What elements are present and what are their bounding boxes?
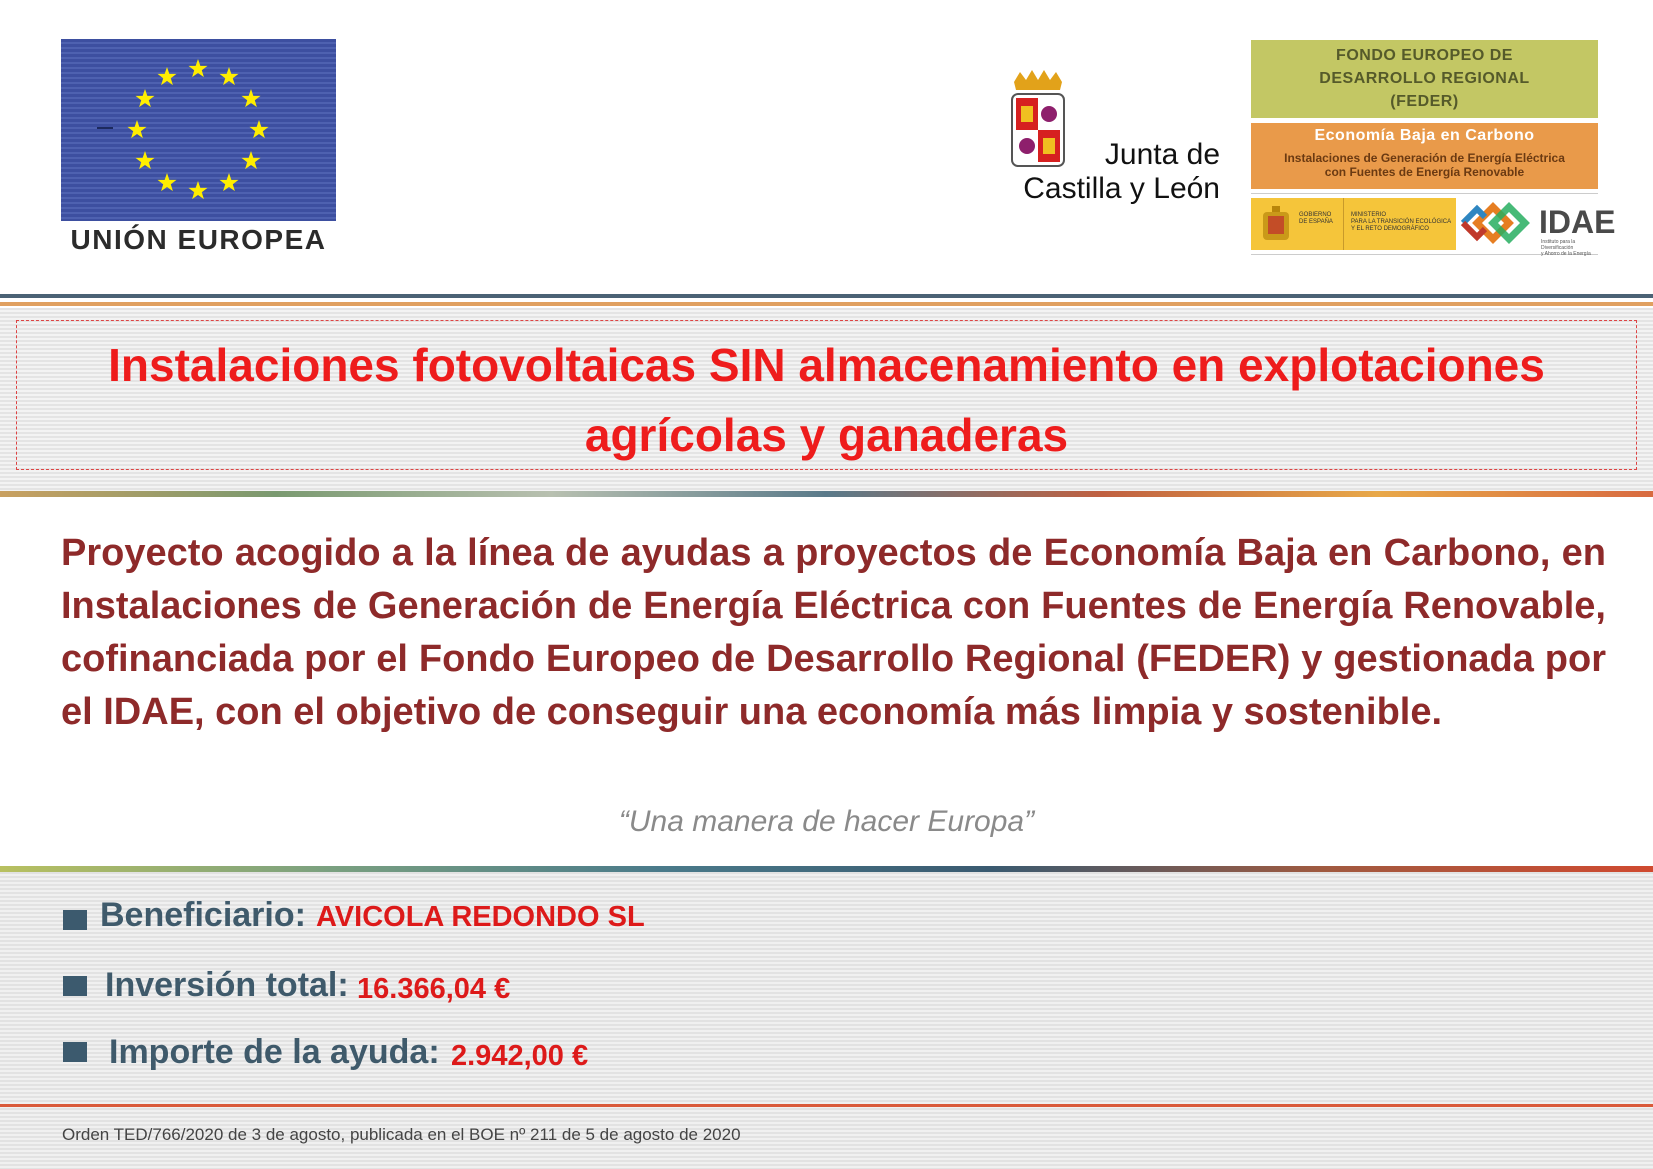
gov-strip bbox=[1251, 198, 1456, 250]
feder-program-sub-line2: con Fuentes de Energía Renovable bbox=[1324, 165, 1525, 179]
ministry-line3: Y EL RETO DEMOGRÁFICO bbox=[1351, 226, 1429, 232]
ministry-line2: PARA LA TRANSICIÓN ECOLÓGICA bbox=[1351, 219, 1452, 225]
page-title-line2: agrícolas y ganaderas bbox=[584, 409, 1069, 461]
title-gradient-line bbox=[0, 491, 1653, 497]
page-title bbox=[20, 330, 1633, 470]
gov-label-line1: GOBIERNO bbox=[1299, 212, 1332, 218]
junta-name-line1: Junta de bbox=[1104, 138, 1220, 171]
investment-label: Inversión total: bbox=[105, 966, 349, 1004]
slogan: “Una manera de hacer Europa” bbox=[618, 805, 1035, 838]
eu-label: UNIÓN EUROPEA bbox=[70, 224, 327, 255]
feder-program-sub-line1: Instalaciones de Generación de Energía Eléctrica bbox=[1284, 151, 1565, 165]
idae-logo-icon bbox=[1459, 196, 1535, 250]
feder-title-line1: FONDO EUROPEO DE bbox=[1336, 47, 1513, 64]
legal-footer: Orden TED/766/2020 de 3 de agosto, publicada en el BOE nº 211 de 5 de agosto de 2020 bbox=[62, 1125, 741, 1144]
feder-program bbox=[1251, 123, 1598, 189]
idae-sub-line1: Instituto para la Diversificación bbox=[1541, 239, 1576, 251]
ministry-line1: MINISTERIO bbox=[1351, 212, 1387, 218]
investment-value: 16.366,04 € bbox=[357, 973, 511, 1005]
idae-subtitle bbox=[1541, 239, 1598, 257]
feder-title bbox=[1251, 40, 1598, 118]
aid-value: 2.942,00 € bbox=[451, 1040, 589, 1072]
gov-label bbox=[1299, 212, 1333, 226]
ministry-logos bbox=[1251, 193, 1616, 257]
idae-label: IDAE bbox=[1539, 204, 1616, 240]
bullet-square-icon bbox=[63, 1042, 87, 1062]
eu-flag bbox=[61, 39, 336, 221]
beneficiary-value: AVICOLA REDONDO SL bbox=[316, 901, 645, 933]
bullet-square-icon bbox=[63, 976, 87, 996]
feder-title-line2: DESARROLLO REGIONAL bbox=[1319, 70, 1530, 87]
header-separator-dark bbox=[0, 294, 1653, 298]
eu-stars-icon bbox=[61, 39, 336, 221]
header-separator-orange bbox=[0, 302, 1653, 306]
project-description: Proyecto acogido a la línea de ayudas a proyectos de Economía Baja en Carbono, en Instalaciones de Generación de Energía Eléctrica con Fuentes de Energía Renovable, cofinanciada por el Fondo Europeo de Desarrollo Regional (FEDER) y gestionada por el IDAE, con el objetivo de conseguir una economía más limpia y sostenible. bbox=[61, 532, 1606, 733]
feder-program-name: Economía Baja en Carbono bbox=[1314, 127, 1535, 144]
idae-sub-line2: y Ahorro de la Energía bbox=[1541, 251, 1591, 257]
beneficiary-label: Beneficiario: bbox=[100, 896, 306, 934]
junta-name-line2: Castilla y León bbox=[1023, 172, 1220, 205]
ministry-label bbox=[1351, 212, 1451, 233]
aid-label: Importe de la ayuda: bbox=[109, 1033, 440, 1071]
bullet-square-icon bbox=[63, 910, 87, 930]
footer-separator bbox=[0, 1104, 1653, 1107]
page-title-line1: Instalaciones fotovoltaicas SIN almacenamiento en explotaciones bbox=[108, 339, 1545, 391]
gov-divider bbox=[1343, 198, 1344, 250]
spain-coat-of-arms-icon bbox=[1259, 206, 1293, 242]
feder-title-line3: (FEDER) bbox=[1390, 93, 1459, 110]
gov-label-line2: DE ESPAÑA bbox=[1299, 219, 1333, 225]
junta-name bbox=[980, 138, 1220, 206]
